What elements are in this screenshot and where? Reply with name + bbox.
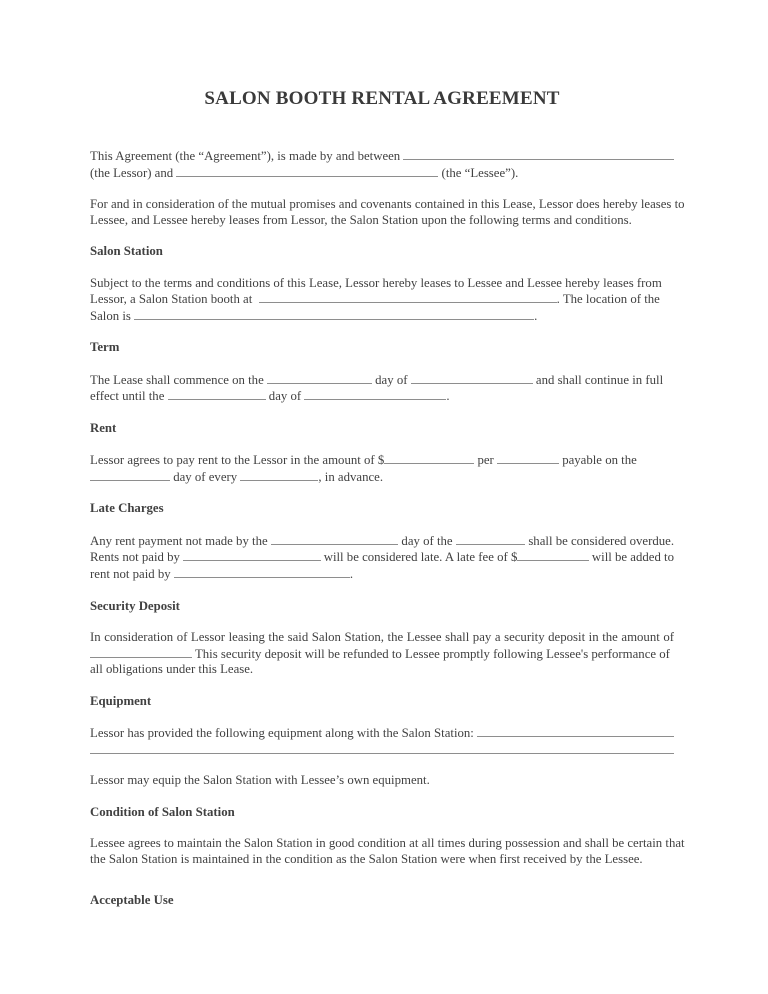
fill-in-blank[interactable]: [477, 725, 674, 737]
text-run: will be added to: [588, 550, 675, 565]
text-line: [90, 213, 674, 229]
section-heading-salon-station: Salon Station: [90, 244, 163, 259]
text-run: Lessee agrees to maintain the Salon Station in good condition at all times during possession and shall be certain that: [90, 835, 685, 850]
fill-in-blank[interactable]: [240, 469, 318, 481]
text-line: [90, 388, 674, 405]
text-run: In consideration of Lessor leasing the said Salon Station, the Lessee shall pay a security deposit in the amount of: [90, 629, 674, 644]
text-run: and shall continue in full: [532, 372, 664, 387]
fill-in-blank[interactable]: [259, 291, 557, 303]
text-line: [90, 308, 674, 325]
text-line: [90, 276, 674, 292]
section-heading-acceptable-use: Acceptable Use: [90, 893, 174, 908]
text-run: Lessor may equip the Salon Station with Lessee’s own equipment.: [90, 773, 430, 788]
fill-in-blank[interactable]: [411, 372, 533, 384]
text-line: [90, 549, 674, 566]
fill-in-blank[interactable]: [384, 452, 474, 464]
section-heading-equipment: Equipment: [90, 693, 152, 708]
text-line: [90, 852, 674, 868]
text-run: For and in consideration of the mutual promises and covenants contained in this Lease, Lessor does hereby leases to: [90, 197, 685, 212]
text-run: .: [534, 308, 538, 323]
paragraph: [90, 197, 685, 228]
fill-in-blank[interactable]: [497, 452, 559, 464]
text-run: Lessor, a Salon Station booth at: [90, 292, 259, 307]
paragraph: [90, 725, 674, 757]
fill-in-blank[interactable]: [456, 533, 525, 545]
fill-in-blank[interactable]: [183, 549, 320, 561]
fill-in-blank[interactable]: [90, 469, 170, 481]
text-run: Lessee, and Lessee hereby leases from Lessor, the Salon Station upon the following terms and conditions.: [90, 212, 632, 227]
text-line: [90, 452, 674, 469]
fill-in-blank[interactable]: [174, 566, 350, 578]
section-heading-term: Term: [90, 340, 120, 355]
text-run: day of the: [398, 533, 456, 548]
fill-in-blank[interactable]: [267, 372, 372, 384]
fill-in-blank[interactable]: [134, 308, 534, 320]
fill-in-blank[interactable]: [90, 646, 192, 658]
text-run: This security deposit will be refunded to Lessee promptly following Lessee's performance of: [192, 646, 670, 661]
text-run: all obligations under this Lease.: [90, 662, 254, 677]
text-run: .: [446, 389, 450, 404]
text-run: day of every: [170, 469, 241, 484]
text-run: Lessor agrees to pay rent to the Lessor in the amount of $: [90, 453, 385, 468]
text-run: day of: [265, 389, 305, 404]
text-run: The Lease shall commence on the: [90, 372, 267, 387]
text-run: Subject to the terms and conditions of this Lease, Lessor hereby leases to Lessee and Lessee hereby leases from: [90, 275, 662, 290]
text-line: [90, 148, 674, 165]
text-run: day of: [371, 372, 411, 387]
document-title: SALON BOOTH RENTAL AGREEMENT: [204, 88, 560, 109]
text-run: This Agreement (the “Agreement”), is made by and between: [90, 149, 404, 163]
paragraph: [90, 452, 674, 485]
text-run: .: [349, 567, 354, 582]
paragraph: [90, 148, 674, 181]
text-line: [90, 533, 674, 550]
text-line: [90, 630, 674, 646]
text-line: [90, 662, 674, 678]
text-run: Any rent payment not made by the: [90, 533, 271, 548]
paragraph: [90, 630, 674, 678]
text-line: [90, 725, 674, 742]
text-run: Rents not paid by: [90, 550, 184, 565]
text-run: , in advance.: [318, 469, 384, 484]
text-run: per: [474, 453, 497, 468]
text-line: [90, 291, 674, 308]
text-run: (the “Lessee”).: [438, 165, 519, 180]
text-run: rent not paid by: [90, 567, 174, 582]
fill-in-blank[interactable]: [90, 742, 674, 754]
text-line: [90, 566, 674, 583]
text-run: payable on the: [559, 453, 637, 468]
fill-in-blank[interactable]: [271, 533, 398, 545]
text-line: [90, 197, 685, 213]
fill-in-blank[interactable]: [176, 165, 438, 177]
fill-in-blank[interactable]: [403, 148, 674, 160]
paragraph: [90, 372, 674, 405]
paragraph: [90, 276, 674, 325]
section-heading-condition-of-salon-station: Condition of Salon Station: [90, 804, 235, 819]
section-heading-rent: Rent: [90, 420, 117, 435]
text-run: effect until the: [90, 389, 168, 404]
text-run: the Salon Station is maintained in the condition as the Salon Station were when first received by the Lessee.: [90, 851, 643, 866]
text-run: (the Lessor) and: [90, 165, 177, 180]
text-line: [90, 165, 674, 182]
fill-in-blank[interactable]: [168, 388, 266, 400]
text-line: [90, 469, 674, 486]
text-line: [90, 773, 674, 789]
text-line: [90, 646, 674, 663]
text-line: [90, 742, 674, 758]
text-run: shall be considered overdue.: [525, 533, 675, 548]
text-run: will be considered late. A late fee of $: [320, 550, 518, 565]
text-run: Salon is: [90, 308, 135, 323]
fill-in-blank[interactable]: [304, 388, 446, 400]
document-body: [90, 148, 685, 909]
text-run: Lessor has provided the following equipment along with the Salon Station:: [90, 726, 478, 741]
section-heading-security-deposit: Security Deposit: [90, 598, 180, 613]
paragraph: [90, 773, 674, 789]
text-line: [90, 372, 674, 389]
paragraph: [90, 835, 685, 867]
text-line: [90, 835, 685, 852]
fill-in-blank[interactable]: [517, 549, 588, 561]
paragraph: [90, 533, 674, 583]
text-run: . The location of the: [556, 292, 660, 307]
section-heading-late-charges: Late Charges: [90, 501, 164, 516]
